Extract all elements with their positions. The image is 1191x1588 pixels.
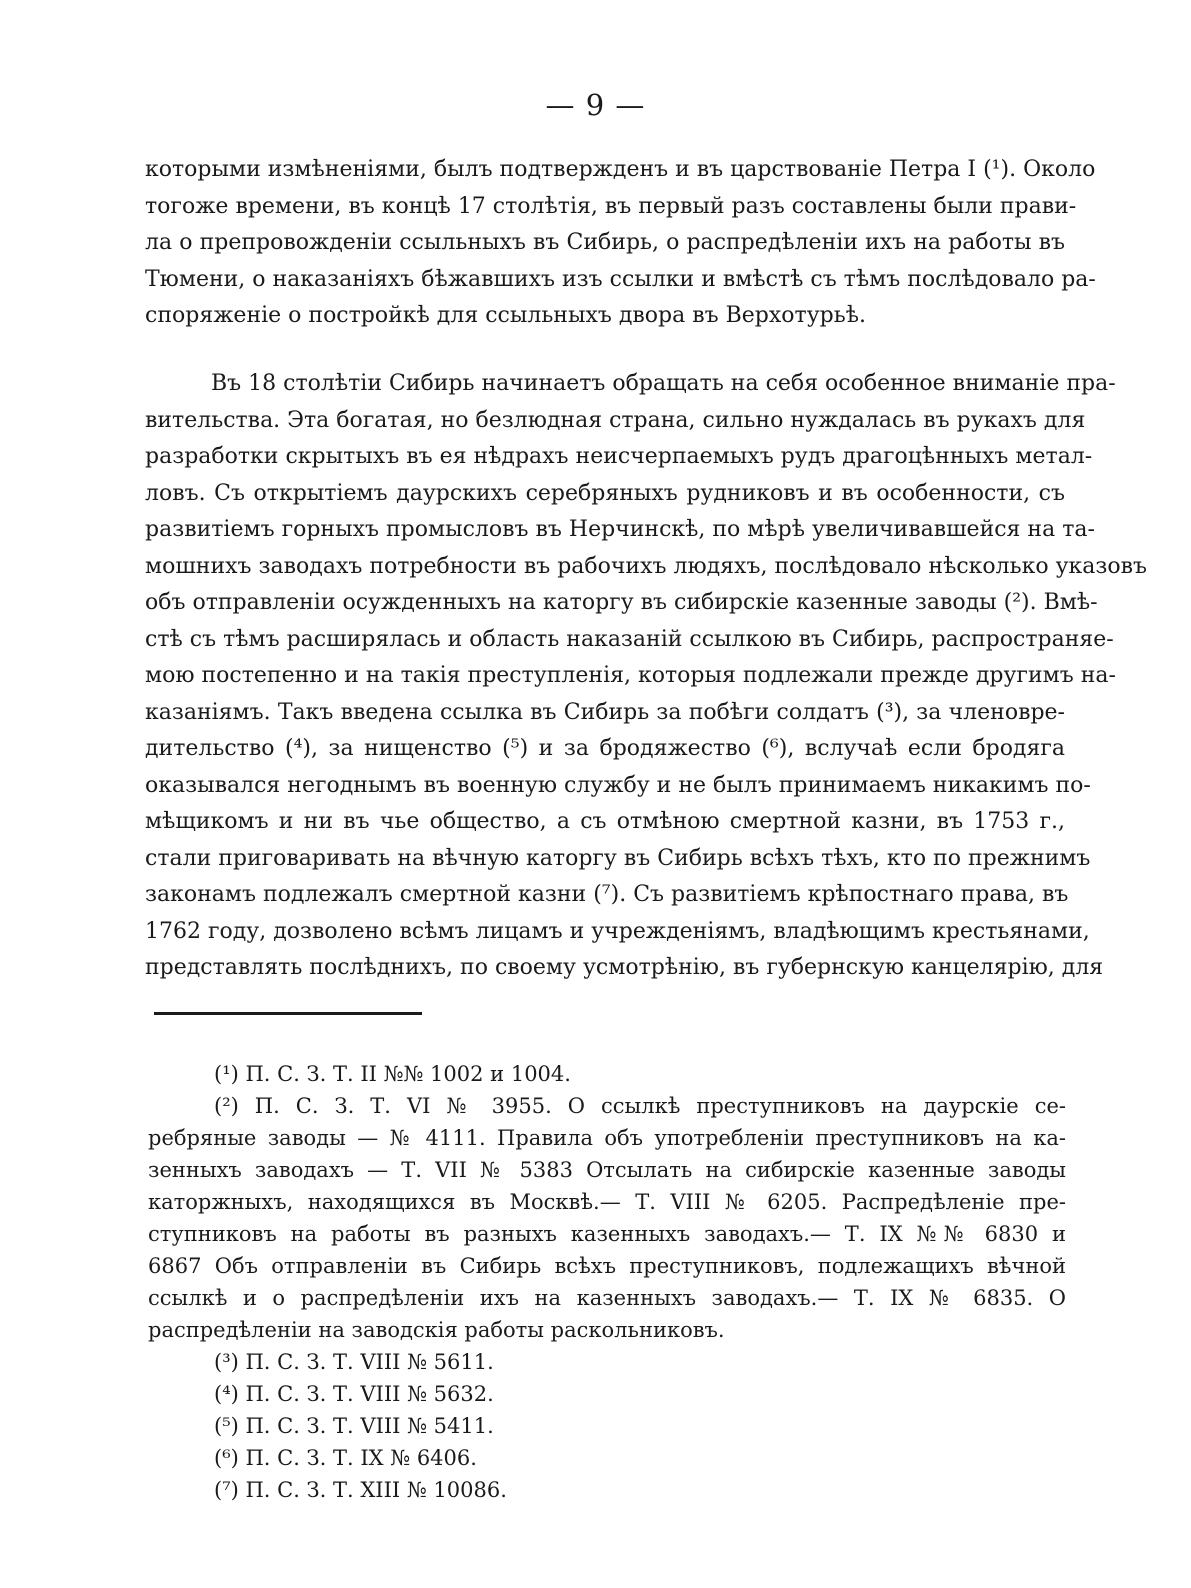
text-line: Въ 18 столѣтіи Сибирь начинаетъ обращать на себя особенное вниманіе пра- [211,371,1116,396]
footnote-5: (⁵) П. С. З. Т. VIII № 5411. [214,1414,494,1438]
text-line: законамъ подлежалъ смертной казни (⁷). Съ развитіемъ крѣпостнаго права, въ [145,882,1069,907]
paragraph-continuation [145,152,1096,335]
text-line: мошнихъ заводахъ потребности въ рабочихъ людяхъ, послѣдовало нѣсколько указовъ [145,553,1148,579]
footnotes [148,1058,1066,1506]
text-line: споряженіе о постройкѣ для ссыльныхъ двора въ Верхотурьѣ. [145,303,866,328]
footnote-2-line: каторжныхъ, находящихся въ Москвѣ.— Т. VIII № 6205. Распредѣленіе пре- [148,1190,1066,1214]
text-line: представлять послѣднихъ, по своему усмотрѣнію, въ губернскую канцелярію, для [145,955,1104,980]
footnote-divider [154,1012,422,1015]
text-line: мѣщикомъ и ни въ чье общество, а съ отмѣною смертной казни, въ 1753 г., [145,809,1065,834]
text-line: тогоже времени, въ концѣ 17 столѣтія, въ первый разъ составлены были прави- [145,193,1077,219]
footnote-7: (⁷) П. С. З. Т. XIII № 10086. [214,1478,507,1502]
paragraph-18th-century [145,366,1148,987]
text-line: Тюмени, о наказаніяхъ бѣжавшихъ изъ ссылки и вмѣстѣ съ тѣмъ послѣдовало ра- [145,266,1096,292]
text-line: разработки скрытыхъ въ ея нѣдрахъ неисчерпаемыхъ рудъ драгоцѣнныхъ метал- [145,444,1093,469]
page-number: — 9 — [545,88,646,122]
footnote-2-line: ребряные заводы — № 4111. Правила объ употребленіи преступниковъ на ка- [148,1126,1066,1150]
footnote-3: (³) П. С. З. Т. VIII № 5611. [214,1350,494,1374]
footnote-2: (²) П. С. З. Т. VI № 3955. О ссылкѣ преступниковъ на даурскіе се- [214,1094,1066,1118]
text-line: объ отправленіи осужденныхъ на каторгу въ сибирскіе казенные заводы (²). Вмѣ- [145,590,1098,615]
text-line: казаніямъ. Такъ введена ссылка въ Сибирь за побѣги солдатъ (³), за членовре- [145,699,1065,725]
footnote-2-line: ступниковъ на работы въ разныхъ казенныхъ заводахъ.— Т. IX №№ 6830 и [148,1222,1066,1246]
footnote-2-line: ссылкѣ и о распредѣленіи ихъ на казенныхъ заводахъ.— Т. IX № 6835. О [148,1286,1066,1310]
text-line: дительство (⁴), за нищенство (⁵) и за бродяжество (⁶), вслучаѣ если бродяга [145,736,1065,761]
text-line: вительства. Эта богатая, но безлюдная страна, сильно нуждалась въ рукахъ для [145,407,1086,433]
footnote-1: (¹) П. С. З. Т. II №№ 1002 и 1004. [214,1062,571,1086]
text-line: ловъ. Съ открытіемъ даурскихъ серебряныхъ рудниковъ и въ особенности, съ [145,480,1065,506]
footnote-2-line: 6867 Объ отправленіи въ Сибирь всѣхъ преступниковъ, подлежащихъ вѣчной [148,1254,1066,1278]
footnote-2-line: зенныхъ заводахъ — Т. VII № 5383 Отсылать на сибирскіе казенные заводы [148,1158,1066,1182]
text-line: мою постепенно и на такія преступленія, которыя подлежали прежде другимъ на- [145,663,1116,688]
text-line: стали приговаривать на вѣчную каторгу въ Сибирь всѣхъ тѣхъ, кто по прежнимъ [145,845,1091,871]
footnote-6: (⁶) П. С. З. Т. IX № 6406. [214,1446,477,1470]
text-line: ла о препровожденіи ссыльныхъ въ Сибирь, о распредѣленіи ихъ на работы въ [145,230,1065,255]
text-line: оказывался негоднымъ въ военную службу и не былъ принимаемъ никакимъ по- [145,772,1091,798]
text-line: стѣ съ тѣмъ расширялась и область наказаній ссылкою въ Сибирь, распространяе- [145,626,1114,652]
text-line: 1762 году, дозволено всѣмъ лицамъ и учрежденіямъ, владѣющимъ крестьянами, [145,918,1090,944]
text-line: развитіемъ горныхъ промысловъ въ Нерчинскѣ, по мѣрѣ увеличивавшейся на та- [145,517,1095,542]
text-line: которыми измѣненіями, былъ подтвержденъ и въ царствованіе Петра I (¹). Около [145,157,1096,182]
footnote-2-line: распредѣленіи на заводскія работы раскольниковъ. [148,1318,725,1342]
footnote-4: (⁴) П. С. З. Т. VIII № 5632. [214,1382,494,1406]
